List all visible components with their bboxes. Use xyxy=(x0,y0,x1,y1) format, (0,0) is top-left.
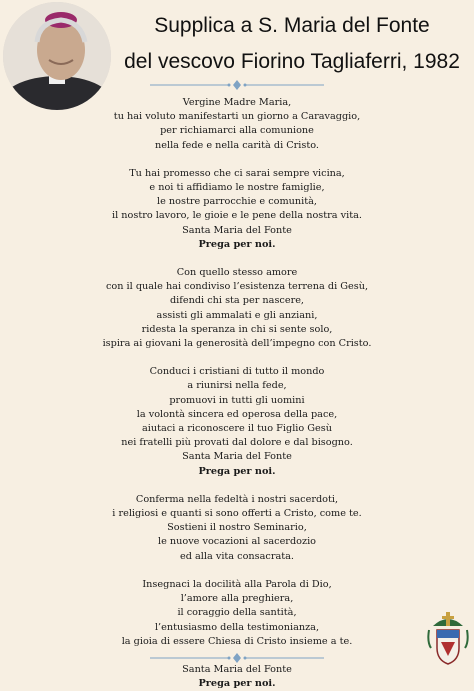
prayer-line: Insegnaci la docilità alla Parola di Dio, xyxy=(142,578,332,590)
prayer-line: promuovi in tutti gli uomini xyxy=(169,394,305,406)
stanza xyxy=(60,167,414,252)
prayer-line: Vergine Madre Maria, xyxy=(182,97,292,108)
prayer-line: difendi chi sta per nascere, xyxy=(169,295,305,307)
coat-of-arms-icon xyxy=(425,608,471,666)
prayer-line: ed alla vita consacrata. xyxy=(180,550,294,562)
stanza xyxy=(60,493,414,564)
prayer-line: Tu hai promesso che ci sarai sempre vicina, xyxy=(129,167,345,179)
stanza xyxy=(60,663,414,691)
page-title xyxy=(110,8,474,80)
prayer-line: e noi ti affidiamo le nostre famiglie, xyxy=(149,182,325,194)
prayer-line: nei fratelli più provati dal dolore e dal bisogno. xyxy=(121,437,353,449)
prayer-line: l’amore alla preghiera, xyxy=(180,593,294,605)
prayer-line: tu hai voluto manifestarti un giorno a Caravaggio, xyxy=(113,111,361,123)
prayer-line: le nostre parrocchie e comunità, xyxy=(157,196,317,208)
prayer-line: aiutaci a riconoscere il tuo Figlio Gesù xyxy=(141,423,332,435)
prayer-refrain: Prega per noi. xyxy=(198,238,276,250)
ornamental-divider-icon xyxy=(150,652,324,664)
bishop-portrait xyxy=(3,2,111,110)
prayer-line: l’entusiasmo della testimonianza, xyxy=(154,621,320,633)
prayer-line: il coraggio della santità, xyxy=(177,607,297,619)
prayer-line: con il quale hai condiviso l’esistenza terrena di Gesù, xyxy=(105,281,369,293)
stanza xyxy=(60,578,414,649)
prayer-line: Con quello stesso amore xyxy=(176,267,298,279)
prayer-line: ispira ai giovani la generosità dell’impegno con Cristo. xyxy=(102,338,372,350)
prayer-line: Conferma nella fedeltà i nostri sacerdoti, xyxy=(135,493,339,505)
prayer-line: a riunirsi nella fede, xyxy=(187,380,287,392)
title-line-1: Supplica a S. Maria del Fonte xyxy=(154,14,430,37)
stanza xyxy=(60,365,414,479)
prayer-line: il nostro lavoro, le gioie e le pene della nostra vita. xyxy=(112,210,362,222)
prayer-line: Conduci i cristiani di tutto il mondo xyxy=(149,366,325,378)
prayer-line: ridesta la speranza in chi si sente solo, xyxy=(141,323,333,335)
title-line-2: del vescovo Fiorino Tagliaferri, 1982 xyxy=(124,50,460,73)
bishop-portrait-icon xyxy=(3,2,111,110)
prayer-line: la volontà sincera ed operosa della pace, xyxy=(136,408,338,420)
ornamental-divider-icon xyxy=(150,79,324,91)
prayer-line: assisti gli ammalati e gli anziani, xyxy=(156,309,318,321)
prayer-line: i religiosi e quanti si sono offerti a Cristo, come te. xyxy=(112,508,362,520)
prayer-line: Santa Maria del Fonte xyxy=(182,224,292,236)
prayer-line: Sostieni il nostro Seminario, xyxy=(167,522,307,534)
stanza xyxy=(60,96,414,153)
prayer-line: Santa Maria del Fonte xyxy=(182,663,292,675)
prayer-line: le nuove vocazioni al sacerdozio xyxy=(157,536,317,548)
stanza xyxy=(60,266,414,351)
prayer-line: Santa Maria del Fonte xyxy=(182,451,292,463)
prayer-line: la gioia di essere Chiesa di Cristo insieme a te. xyxy=(121,635,353,647)
prayer-line: nella fede e nella carità di Cristo. xyxy=(155,139,319,151)
prayer-text xyxy=(60,96,414,691)
prayer-refrain: Prega per noi. xyxy=(198,465,276,477)
prayer-refrain: Prega per noi. xyxy=(198,678,276,690)
prayer-line: per richiamarci alla comunione xyxy=(160,125,314,137)
